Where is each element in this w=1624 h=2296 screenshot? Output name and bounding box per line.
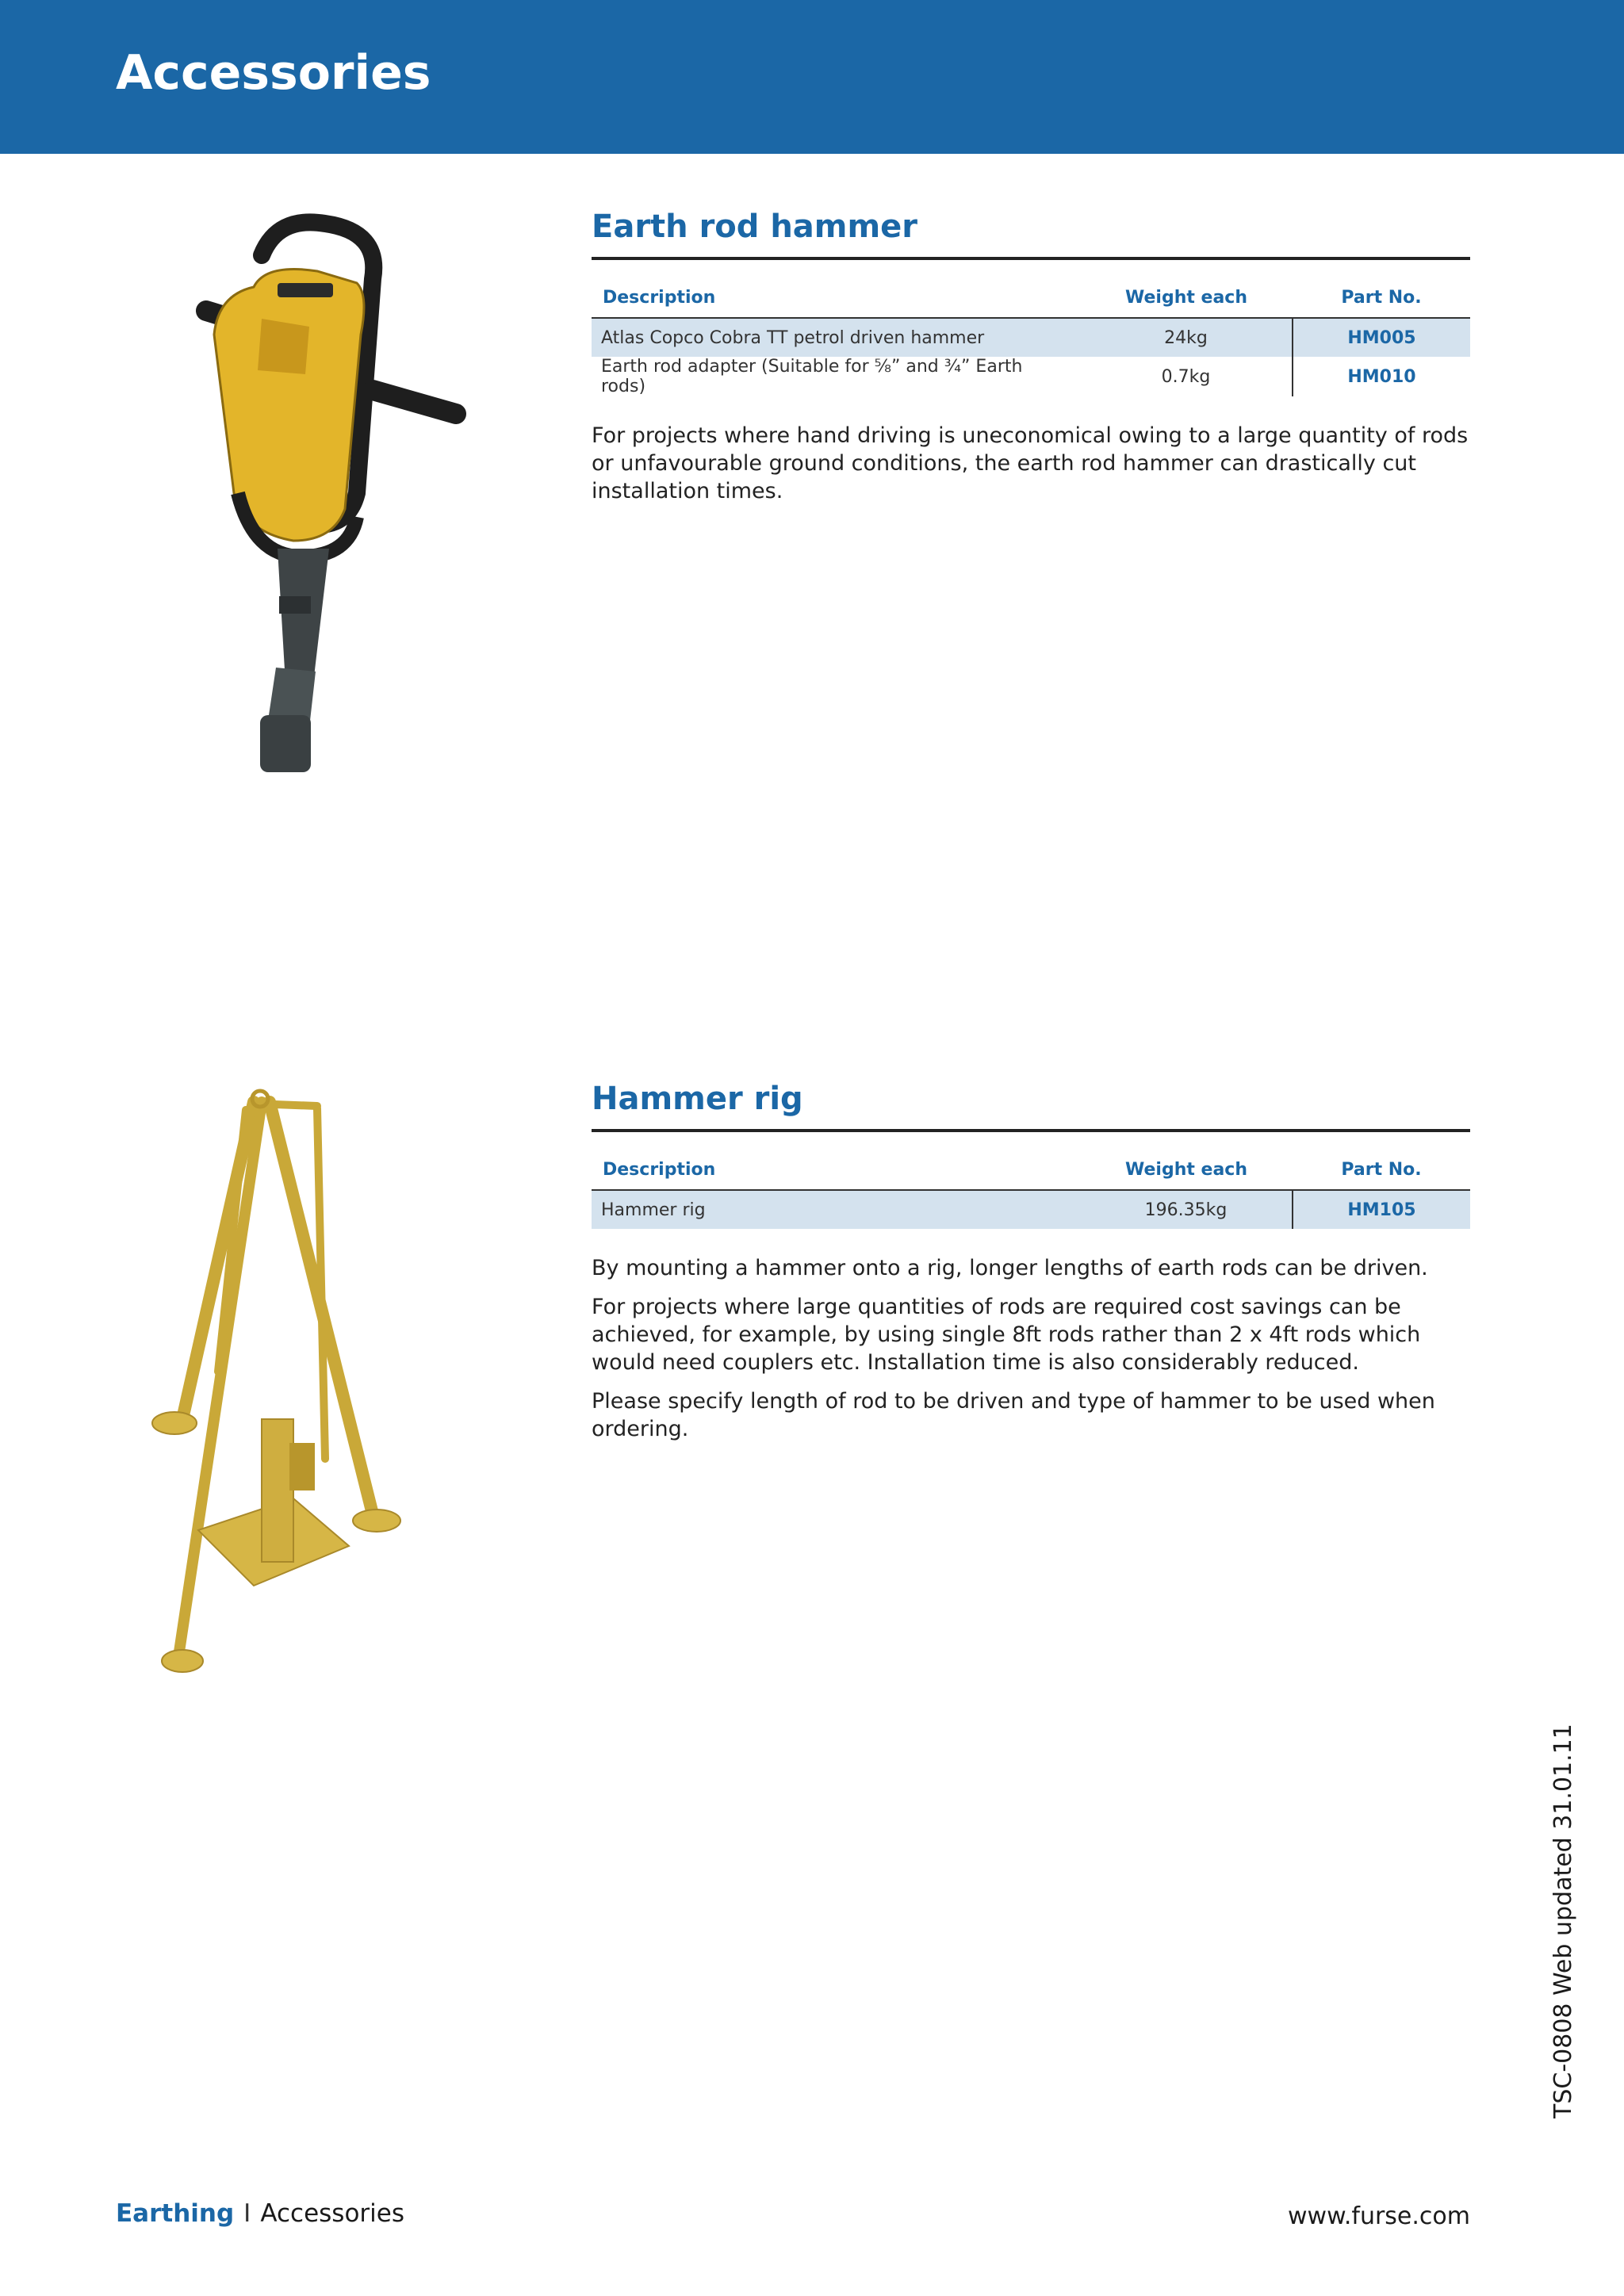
parts-table: [592, 277, 1470, 396]
footer-section: Accessories: [260, 2199, 404, 2228]
row-part-number: HM010: [1293, 357, 1470, 396]
row-weight: 24kg: [1080, 318, 1293, 357]
paragraph: By mounting a hammer onto a rig, longer lengths of earth rods can be driven.: [592, 1256, 1428, 1280]
row-description: Atlas Copco Cobra TT petrol driven hammer: [592, 318, 1080, 357]
footer-separator: I: [243, 2199, 251, 2228]
table-row: [592, 1190, 1470, 1229]
col-description-header: Description: [592, 1150, 1080, 1190]
earth-rod-hammer-image: [159, 208, 492, 794]
section-description: [592, 422, 1470, 505]
paragraph: For projects where large quantities of rods are required cost savings can be achieved, for example, by using single 8ft rods rather than 2 x 4ft rods which would need couplers etc. Installation time is also considerably reduced.: [592, 1295, 1421, 1375]
row-part-number: HM105: [1293, 1190, 1470, 1229]
row-part-number: HM005: [1293, 318, 1470, 357]
document-version-note: TSC-0808 Web updated 31.01.11: [1549, 1724, 1577, 2118]
col-part-header: Part No.: [1293, 1150, 1470, 1190]
row-description: Earth rod adapter (Suitable for ⅝” and ¾” Earth rods): [601, 357, 1023, 396]
paragraph: For projects where hand driving is uneconomical owing to a large quantity of rods or unfavourable ground conditions, the earth rod hammer can drastically cut installation times.: [592, 423, 1469, 503]
table-header-row: [592, 277, 1470, 318]
page-title: Accessories: [116, 45, 431, 101]
section-title: Hammer rig: [592, 1077, 1470, 1132]
table-row: [592, 318, 1470, 357]
col-description-header: Description: [592, 277, 1080, 318]
header-banner: [0, 0, 1624, 154]
footer-url: www.furse.com: [1288, 2202, 1470, 2230]
col-part-header: Part No.: [1293, 277, 1470, 318]
section-earth-rod-hammer: [592, 205, 1470, 516]
row-weight: 196.35kg: [1080, 1190, 1293, 1229]
row-weight: 0.7kg: [1161, 366, 1211, 387]
table-row: [592, 357, 1470, 396]
section-hammer-rig: [592, 1077, 1470, 1454]
col-weight-header: Weight each: [1080, 277, 1293, 318]
table-header-row: [592, 1150, 1470, 1190]
footer-brand: Earthing: [116, 2199, 235, 2228]
section-description: [592, 1254, 1470, 1443]
hammer-rig-image: [135, 1086, 515, 1689]
col-weight-header: Weight each: [1080, 1150, 1293, 1190]
parts-table: [592, 1150, 1470, 1229]
footer-breadcrumb: [116, 2198, 404, 2229]
section-title: Earth rod hammer: [592, 205, 1470, 260]
row-description: Hammer rig: [592, 1190, 1080, 1229]
paragraph: Please specify length of rod to be driven and type of hammer to be used when ordering.: [592, 1389, 1435, 1441]
